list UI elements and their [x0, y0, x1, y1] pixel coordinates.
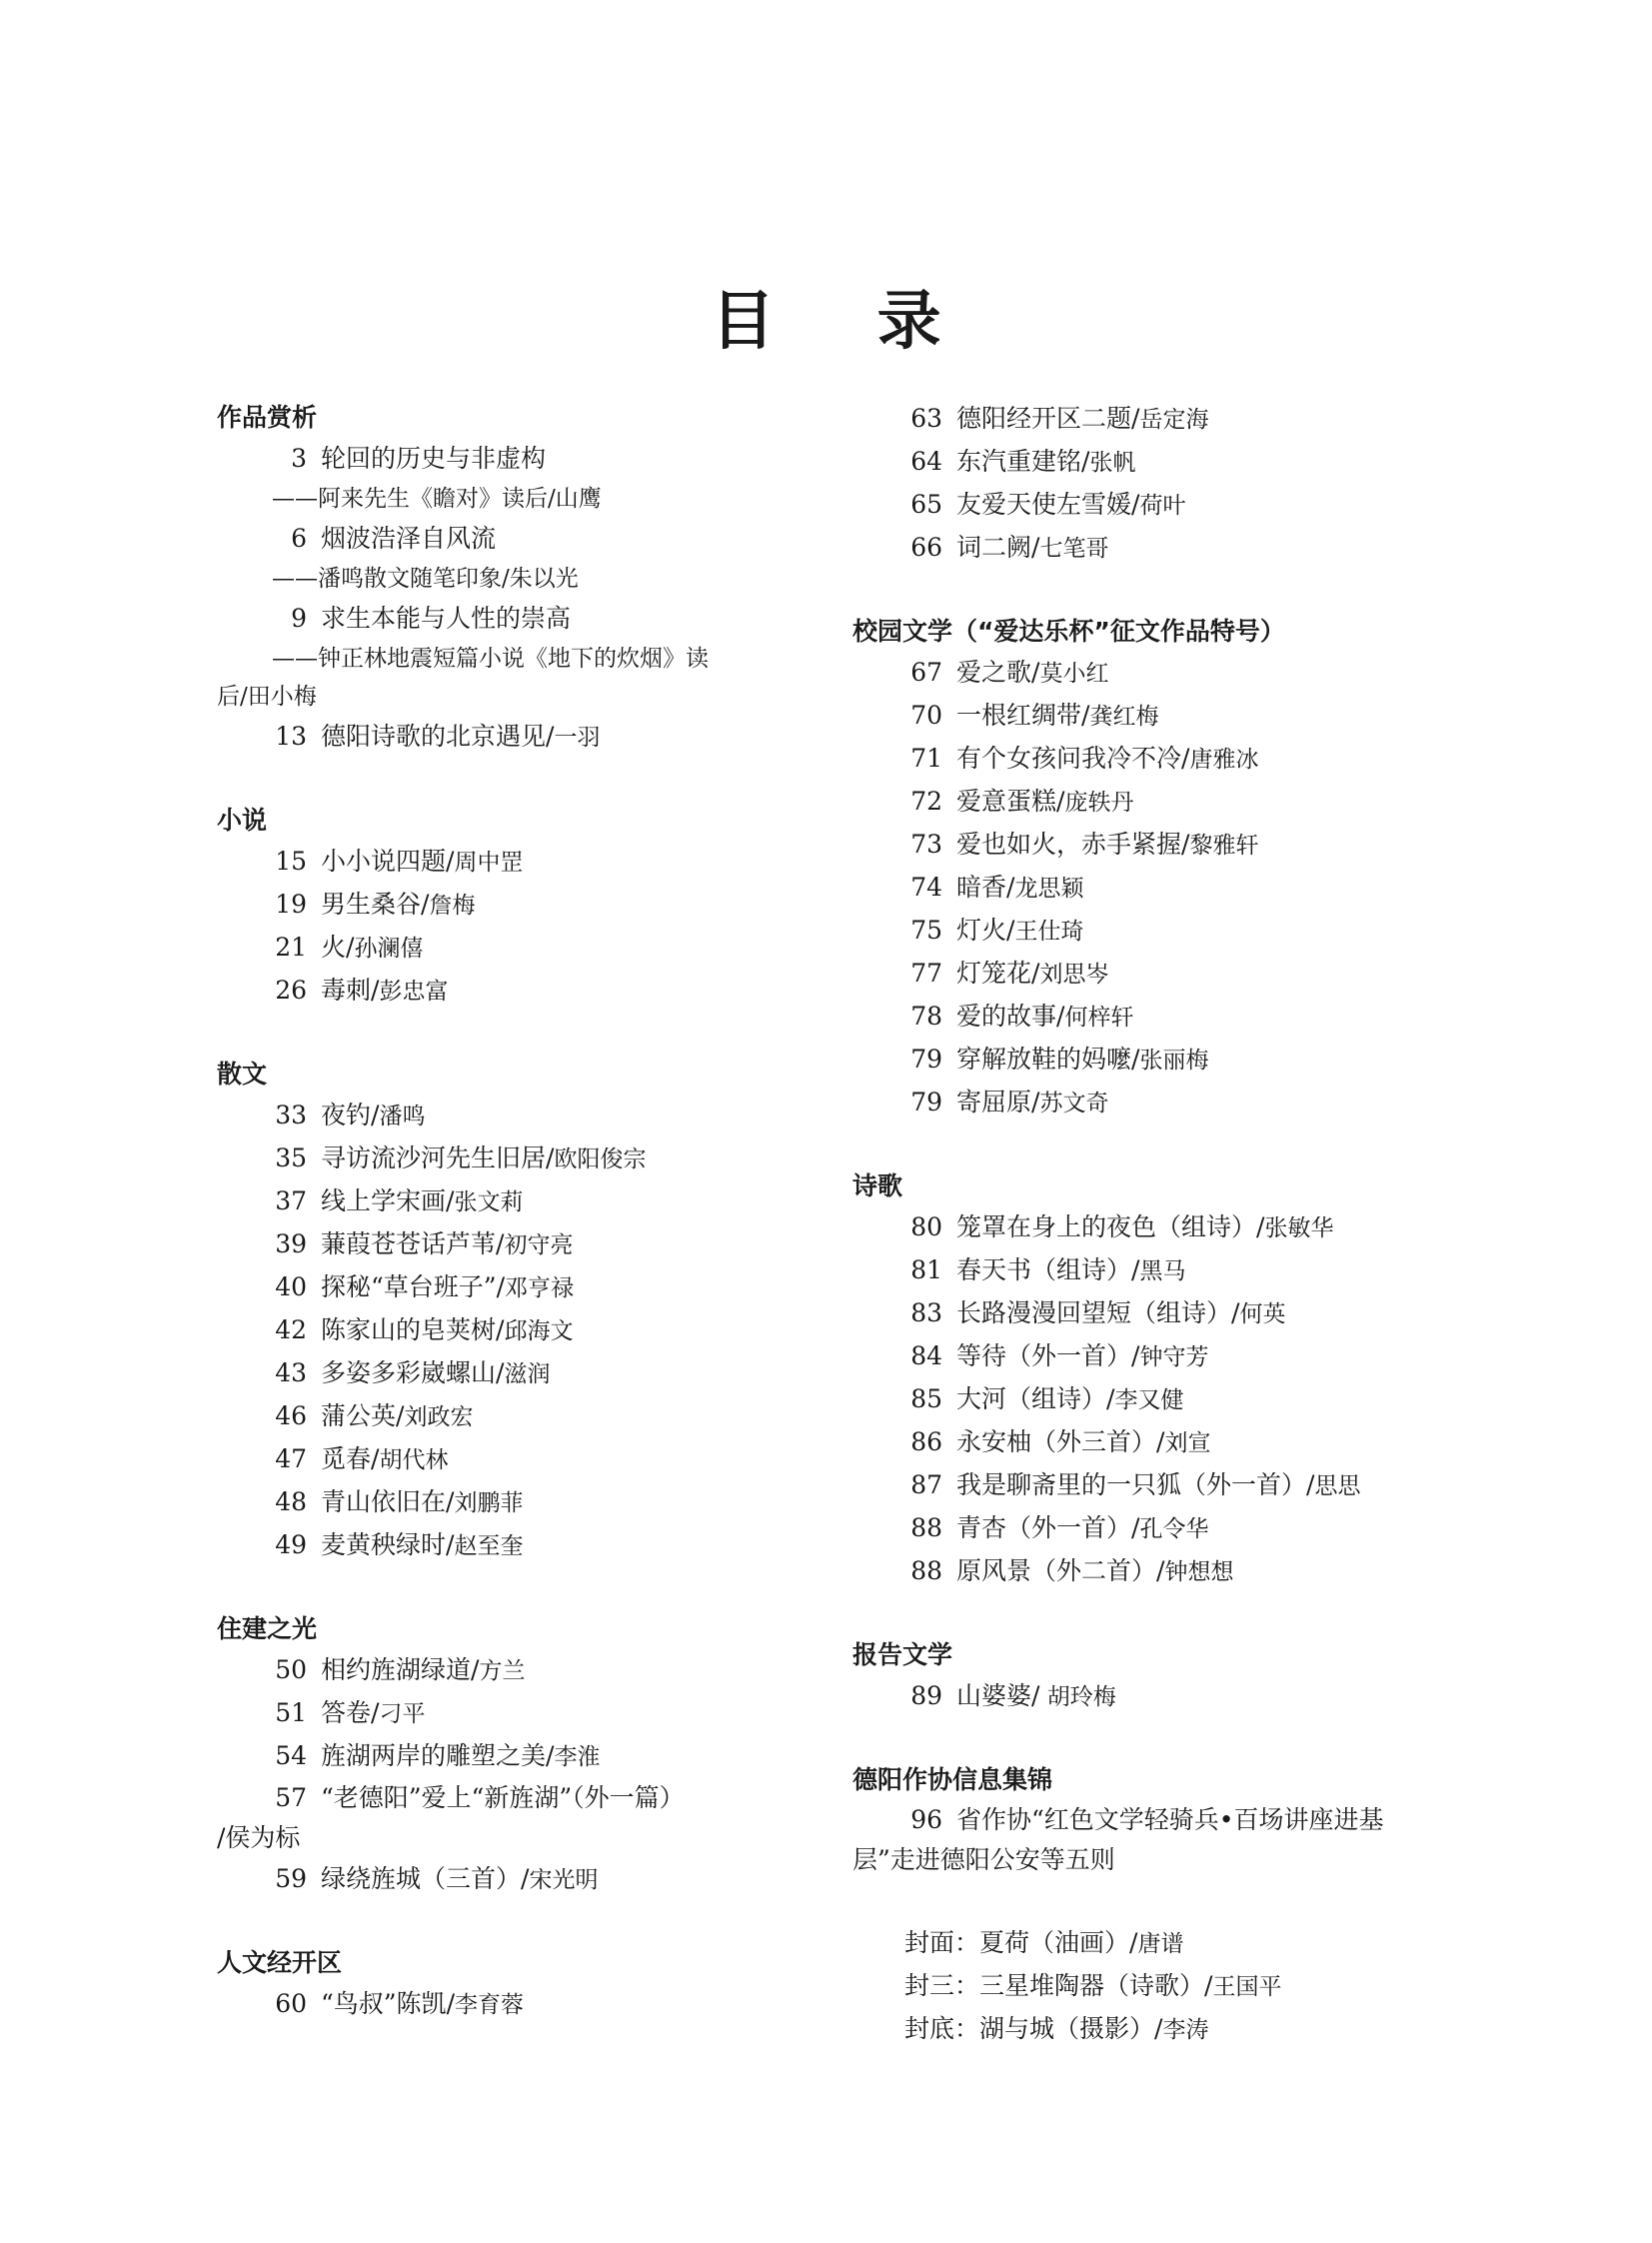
entry-title: 毒刺 [321, 976, 372, 1005]
page-number: 79 [910, 1088, 942, 1117]
toc-entry [217, 927, 807, 970]
entry-title: 蒲公英 [321, 1401, 397, 1430]
toc-entry [217, 1438, 807, 1481]
entry-subtitle: ——潘鸣散文随笔印象/朱以光 [272, 566, 579, 592]
entry-title: 长路漫漫回望短（组诗） [956, 1298, 1232, 1327]
entry-title: 大河（组诗） [956, 1384, 1107, 1413]
separator: / [1181, 830, 1190, 859]
entry-author: 刘鹏菲 [454, 1490, 524, 1516]
entry-author: 龚红梅 [1089, 704, 1159, 730]
page-number: 21 [275, 933, 307, 962]
separator: / [1156, 1427, 1165, 1456]
page-number: 51 [275, 1698, 307, 1727]
toc-entry [852, 1421, 1452, 1464]
credit-label: 封面： [904, 1928, 980, 1957]
section-title: 散文 [217, 1060, 268, 1089]
entry-author: 孔令华 [1139, 1516, 1209, 1542]
separator: / [1106, 1384, 1115, 1413]
page-number: 96 [910, 1805, 942, 1834]
credit-line [904, 1965, 1452, 2008]
entry-title: “老德阳”爱上“新旌湖”（外一篇） [321, 1783, 685, 1812]
separator: / [496, 1229, 505, 1258]
entry-author: 龙思颖 [1014, 876, 1084, 902]
entry-title: 穿解放鞋的妈嚒 [956, 1045, 1132, 1074]
toc-entry [852, 1507, 1452, 1550]
toc-entry [217, 841, 807, 884]
entry-author: 何梓轩 [1064, 1005, 1134, 1031]
entry-author: 胡玲梅 [1039, 1684, 1116, 1710]
separator: / [396, 1401, 405, 1430]
toc-entry [217, 438, 807, 480]
toc-section [852, 398, 1452, 570]
toc-entry [217, 716, 807, 759]
entry-author: 孙澜僖 [354, 936, 424, 962]
page-number: 39 [275, 1229, 307, 1258]
entry-author: 七笔哥 [1039, 536, 1109, 562]
entry-author: 邓亨禄 [505, 1275, 574, 1301]
toc-entry [217, 1309, 807, 1352]
entry-title: 笼罩在身上的夜色（组诗） [956, 1212, 1257, 1241]
separator: / [1131, 1341, 1140, 1370]
entry-author: 滋润 [504, 1361, 551, 1387]
entry-title: 等待（外一首） [956, 1341, 1132, 1370]
entry-title: 寻访流沙河先生旧居 [321, 1143, 547, 1172]
toc-entry [217, 1524, 807, 1567]
toc-entry [852, 398, 1452, 441]
toc-entry [217, 1137, 807, 1180]
entry-title: 德阳诗歌的北京遇见 [321, 722, 547, 751]
entry-subtitle-continuation: 后/田小梅 [217, 684, 317, 710]
page-number: 47 [275, 1444, 307, 1473]
toc-entry [852, 1800, 1452, 1880]
entry-author: 何英 [1239, 1301, 1286, 1327]
separator: / [1056, 787, 1065, 816]
toc-entry [852, 953, 1452, 996]
entry-title: 绿绕旌城（三首） [321, 1864, 522, 1893]
page-number: 87 [910, 1470, 942, 1499]
page-number: 78 [910, 1002, 942, 1031]
page-number: 83 [910, 1298, 942, 1327]
page-number: 6 [291, 524, 307, 553]
separator: / [1031, 658, 1040, 687]
toc-entry [217, 884, 807, 927]
entry-author: 李育蓉 [455, 1992, 524, 2018]
toc-entry [852, 867, 1452, 910]
separator: / [446, 847, 455, 876]
entry-author: 邱海文 [504, 1318, 574, 1344]
separator: / [471, 1655, 480, 1684]
separator: / [371, 1444, 380, 1473]
separator: / [496, 1315, 505, 1344]
page-number: 72 [910, 787, 942, 816]
toc-entry [852, 695, 1452, 738]
toc-entry [852, 824, 1452, 867]
separator: / [446, 1186, 455, 1215]
entry-title: 永安柚（外三首） [956, 1427, 1157, 1456]
entry-author: 苏文奇 [1039, 1091, 1109, 1117]
separator: / [421, 890, 430, 919]
separator: / [1031, 959, 1040, 988]
separator: / [546, 1143, 555, 1172]
entry-title: 东汽重建铭 [956, 447, 1082, 476]
entry-author: 钟想想 [1164, 1559, 1234, 1585]
entry-author: 赵至奎 [454, 1533, 524, 1559]
page-number: 37 [275, 1186, 307, 1215]
entry-continuation: 层”走进德阳公安等五则 [852, 1845, 1115, 1874]
toc-section [217, 1943, 807, 2026]
page-number: 60 [275, 1989, 307, 2018]
separator: / [1081, 701, 1090, 730]
entry-title: 词二阙 [956, 533, 1032, 562]
entry-author: 庞轶丹 [1064, 790, 1134, 816]
toc-entry [217, 598, 807, 640]
entry-author: 莫小红 [1039, 661, 1109, 687]
entry-title: 爱也如火，赤手紧握 [956, 830, 1182, 859]
entry-title: 探秘“草台班子” [321, 1272, 497, 1301]
page-number: 84 [910, 1341, 942, 1370]
separator: / [1156, 1556, 1165, 1585]
toc-entry [852, 1335, 1452, 1378]
toc-entry [852, 910, 1452, 953]
separator: / [1204, 1971, 1213, 2000]
page-number: 33 [275, 1101, 307, 1129]
entry-title: 原风景（外二首） [956, 1556, 1157, 1585]
entry-author: 刘思岑 [1039, 962, 1109, 988]
toc-right-column [852, 398, 1452, 2051]
credit-author: 王国平 [1212, 1974, 1282, 2000]
entry-author: 张丽梅 [1139, 1048, 1209, 1074]
separator: / [1131, 404, 1140, 433]
entry-title: 相约旌湖绿道 [321, 1655, 472, 1684]
entry-author: 岳定海 [1139, 407, 1209, 433]
entry-title: 灯笼花 [956, 959, 1032, 988]
page-number: 88 [910, 1513, 942, 1542]
toc-left-column [217, 398, 807, 2068]
section-title: 校园文学（“爱达乐杯”征文作品特号） [852, 617, 1285, 646]
credit-line [904, 2008, 1452, 2051]
entry-title: 山婆婆 [956, 1681, 1032, 1710]
toc-entry [852, 781, 1452, 824]
separator: / [446, 1487, 455, 1516]
entry-title: 一根红绸带 [956, 701, 1082, 730]
page-number: 66 [910, 533, 942, 562]
toc-entry [852, 1675, 1452, 1718]
entry-title: 火 [321, 933, 347, 962]
page-number: 75 [910, 916, 942, 945]
separator: / [371, 1698, 380, 1727]
page-number: 89 [910, 1681, 942, 1710]
section-title: 诗歌 [852, 1171, 903, 1200]
separator: / [346, 933, 355, 962]
toc-entry [852, 652, 1452, 695]
toc-entry [852, 1206, 1452, 1249]
separator: / [446, 1989, 455, 2018]
entry-author: 欧阳俊宗 [554, 1146, 647, 1172]
entry-subtitle: ——阿来先生《瞻对》读后/山鹰 [272, 486, 602, 512]
page-number: 64 [910, 447, 942, 476]
toc-entry [217, 1692, 807, 1735]
page-number: 81 [910, 1255, 942, 1284]
entry-author: 黎雅轩 [1189, 833, 1259, 859]
page-number: 46 [275, 1401, 307, 1430]
entry-title: 求生本能与人性的崇高 [321, 604, 572, 633]
page-number: 19 [275, 890, 307, 919]
page-title: 目 录 [711, 285, 981, 359]
toc-entry [217, 1395, 807, 1438]
page-number: 85 [910, 1384, 942, 1413]
page-number: 13 [275, 722, 307, 751]
page-number: 70 [910, 701, 942, 730]
separator: / [546, 1741, 555, 1770]
separator: / [1306, 1470, 1315, 1499]
page-number: 50 [275, 1655, 307, 1684]
entry-title: 灯火 [956, 916, 1007, 945]
page-number: 73 [910, 830, 942, 859]
entry-author: 张帆 [1089, 450, 1136, 476]
separator: / [521, 1864, 530, 1893]
toc-entry [852, 527, 1452, 570]
section-title: 报告文学 [852, 1640, 953, 1669]
entry-author: 詹梅 [429, 893, 476, 919]
toc-entry [217, 1180, 807, 1223]
toc-section [217, 1609, 807, 1901]
page-number: 43 [275, 1358, 307, 1387]
entry-title: “鸟叔”陈凯 [321, 1989, 447, 2018]
separator: / [1131, 490, 1140, 519]
toc-section [217, 1055, 807, 1567]
page-number: 59 [275, 1864, 307, 1893]
toc-section [217, 801, 807, 1013]
entry-title: 麦黄秧绿时 [321, 1530, 447, 1559]
toc-entry-line [217, 1778, 807, 1818]
page-number: 26 [275, 976, 307, 1005]
credit-author: 唐谱 [1137, 1931, 1184, 1957]
entry-title: 答卷 [321, 1698, 372, 1727]
page-number: 63 [910, 404, 942, 433]
toc-entry [852, 1249, 1452, 1292]
separator: / [1129, 1928, 1138, 1957]
page-number: 74 [910, 873, 942, 902]
entry-author: 刘宣 [1164, 1430, 1211, 1456]
toc-entry [852, 441, 1452, 484]
toc-entry [217, 1095, 807, 1137]
entry-title: 小小说四题 [321, 847, 447, 876]
toc-entry-line [852, 1800, 1452, 1840]
entry-author: 张文莉 [454, 1189, 524, 1215]
toc-entry [852, 1039, 1452, 1082]
separator: / [371, 976, 380, 1005]
toc-entry [217, 1266, 807, 1309]
page-number: 80 [910, 1212, 942, 1241]
toc-entry [217, 1778, 807, 1858]
entry-author: 周中罡 [454, 850, 524, 876]
entry-title: 有个女孩问我冷不冷 [956, 744, 1182, 773]
separator: / [1081, 447, 1090, 476]
separator: / [1131, 1045, 1140, 1074]
entry-subtitle: ——钟正林地震短篇小说《地下的炊烟》读 [272, 646, 709, 672]
entry-author: 李淮 [554, 1744, 601, 1770]
entry-title: 青杏（外一首） [956, 1513, 1132, 1542]
separator: / [1131, 1513, 1140, 1542]
toc-entry [217, 970, 807, 1013]
toc-entry [217, 518, 807, 560]
separator: / [1231, 1298, 1240, 1327]
separator: / [1154, 2014, 1163, 2043]
toc-section [852, 612, 1452, 1124]
toc-entry [217, 1858, 807, 1901]
entry-title: 暗香 [956, 873, 1007, 902]
entry-title: 友爱天使左雪媛 [956, 490, 1132, 519]
credit-author: 李涛 [1162, 2017, 1209, 2043]
entry-title: 爱的故事 [956, 1002, 1057, 1031]
page-number: 57 [275, 1783, 307, 1812]
separator: / [1006, 916, 1015, 945]
entry-title: 夜钓 [321, 1101, 372, 1129]
page-number: 15 [275, 847, 307, 876]
toc-entry [852, 996, 1452, 1039]
toc-entry [852, 1464, 1452, 1507]
toc-entry [852, 738, 1452, 781]
toc-entry [217, 1481, 807, 1524]
entry-title: 线上学宋画 [321, 1186, 447, 1215]
section-title: 德阳作协信息集锦 [852, 1765, 1053, 1794]
entry-title: 春天书（组诗） [956, 1255, 1132, 1284]
entry-author: 潘鸣 [379, 1104, 426, 1129]
section-title: 人文经开区 [217, 1948, 343, 1977]
section-title: 住建之光 [217, 1614, 318, 1643]
entry-title: 寄屈原 [956, 1088, 1032, 1117]
page-number: 67 [910, 658, 942, 687]
entry-title: 陈家山的皂荚树 [321, 1315, 497, 1344]
entry-author: 方兰 [479, 1658, 526, 1684]
entry-author: 一羽 [554, 725, 601, 751]
entry-author: 荷叶 [1139, 493, 1186, 519]
toc-entry [217, 1735, 807, 1778]
separator: / [371, 1101, 380, 1129]
separator: / [1181, 744, 1190, 773]
entry-continuation: /侯为标 [217, 1823, 301, 1852]
toc-entry [852, 1378, 1452, 1421]
entry-title: 省作协“红色文学轻骑兵•百场讲座进基 [956, 1805, 1384, 1834]
separator: / [546, 722, 555, 751]
toc-entry [852, 1082, 1452, 1124]
entry-author: 王仕琦 [1014, 919, 1084, 945]
toc-entry [217, 1223, 807, 1266]
cover-credits [852, 1922, 1452, 2051]
page-number: 71 [910, 744, 942, 773]
entry-author: 胡代林 [379, 1447, 449, 1473]
separator: / [1056, 1002, 1065, 1031]
page-number: 40 [275, 1272, 307, 1301]
page-number: 65 [910, 490, 942, 519]
entry-author: 李又健 [1114, 1387, 1184, 1413]
credit-line [904, 1922, 1452, 1965]
entry-title: 德阳经开区二题 [956, 404, 1132, 433]
toc-entry [217, 1352, 807, 1395]
page-number: 35 [275, 1143, 307, 1172]
toc-section [852, 1166, 1452, 1593]
page-number: 48 [275, 1487, 307, 1516]
entry-author: 彭忠富 [379, 979, 449, 1005]
entry-author: 唐雅冰 [1189, 747, 1259, 773]
separator: / [496, 1358, 505, 1387]
separator: / [1006, 873, 1015, 902]
page-number: 86 [910, 1427, 942, 1456]
entry-title: 烟波浩泽自风流 [321, 524, 497, 553]
entry-title: 爱意蛋糕 [956, 787, 1057, 816]
separator: / [1131, 1255, 1140, 1284]
entry-author: 刁平 [379, 1701, 426, 1727]
entry-author: 宋光明 [529, 1867, 599, 1893]
entry-title: 蒹葭苍苍话芦苇 [321, 1229, 497, 1258]
toc-entry [217, 1649, 807, 1692]
entry-title: 觅春 [321, 1444, 372, 1473]
credit-title: 夏荷（油画） [979, 1928, 1130, 1957]
toc-section [217, 398, 807, 759]
page-number: 3 [291, 444, 307, 473]
credit-label: 封三： [904, 1971, 980, 2000]
toc-entry [852, 484, 1452, 527]
entry-title: 青山依旧在 [321, 1487, 447, 1516]
page-number: 79 [910, 1045, 942, 1074]
credit-label: 封底： [904, 2014, 980, 2043]
entry-author: 钟守芳 [1139, 1344, 1209, 1370]
separator: / [1031, 533, 1040, 562]
page-number: 54 [275, 1741, 307, 1770]
entry-title: 旌湖两岸的雕塑之美 [321, 1741, 547, 1770]
page-number: 77 [910, 959, 942, 988]
toc-section [852, 1760, 1452, 1880]
entry-author: 黑马 [1139, 1258, 1186, 1284]
toc-entry [217, 1983, 807, 2026]
separator: / [1256, 1212, 1265, 1241]
section-title: 作品赏析 [217, 403, 318, 432]
toc-entry [852, 1550, 1452, 1593]
entry-author: 初守亮 [504, 1232, 574, 1258]
page-number: 88 [910, 1556, 942, 1585]
entry-title: 男生桑谷 [321, 890, 422, 919]
page-number: 9 [291, 604, 307, 633]
entry-title: 爱之歌 [956, 658, 1032, 687]
toc-entry [852, 1292, 1452, 1335]
separator: / [496, 1272, 505, 1301]
entry-author: 思思 [1314, 1473, 1361, 1499]
separator: / [1031, 1681, 1040, 1710]
entry-title: 我是聊斋里的一只狐（外一首） [956, 1470, 1307, 1499]
toc-section [852, 1635, 1452, 1718]
entry-author: 刘政宏 [404, 1404, 474, 1430]
page-number: 49 [275, 1530, 307, 1559]
entry-title: 多姿多彩崴螺山 [321, 1358, 497, 1387]
entry-title: 轮回的历史与非虚构 [321, 444, 547, 473]
credit-title: 三星堆陶器（诗歌） [979, 1971, 1205, 2000]
page-number: 42 [275, 1315, 307, 1344]
credit-title: 湖与城（摄影） [979, 2014, 1155, 2043]
section-title: 小说 [217, 806, 268, 835]
separator: / [446, 1530, 455, 1559]
entry-author: 张敏华 [1264, 1215, 1334, 1241]
separator: / [1031, 1088, 1040, 1117]
